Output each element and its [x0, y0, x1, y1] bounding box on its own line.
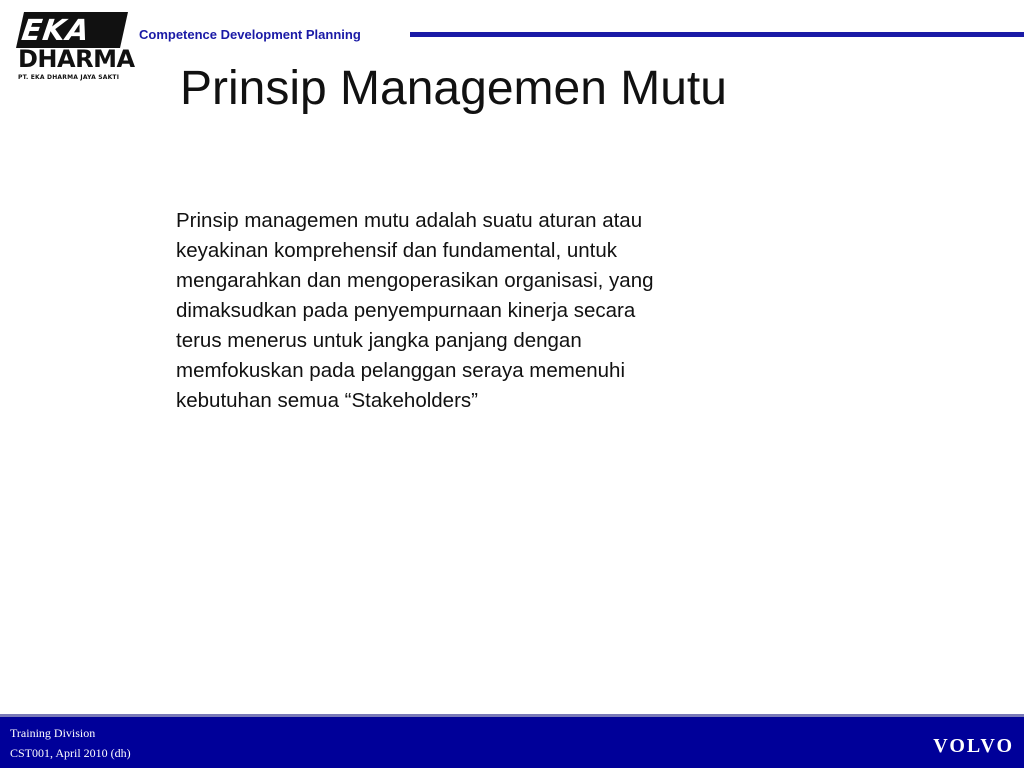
logo-word-eka: EKA	[19, 13, 93, 47]
footer-document-code: CST001, April 2010 (dh)	[10, 746, 131, 760]
slide-title: Prinsip Managemen Mutu	[180, 62, 727, 115]
eka-dharma-logo	[16, 12, 135, 84]
volvo-logo: VOLVO	[933, 735, 1014, 757]
slide-body-text: Prinsip managemen mutu adalah suatu aturan atau keyakinan komprehensif dan fundamental, untuk mengarahkan dan mengoperasikan organisasi, yang dimaksudkan pada penyempurnaan kinerja secara terus menerus untuk jangka panjang dengan memfokuskan pada pelanggan seraya memenuhi kebutuhan semua “Stakeholders”	[176, 209, 654, 412]
logo-company-name: PT. EKA DHARMA JAYA SAKTI	[18, 74, 120, 81]
header-label: Competence Development Planning	[139, 27, 361, 42]
footer-division: Training Division	[10, 726, 96, 740]
header-rule	[410, 32, 1024, 37]
logo-word-dharma: DHARMA	[18, 45, 135, 73]
footer-bar	[0, 717, 1024, 768]
